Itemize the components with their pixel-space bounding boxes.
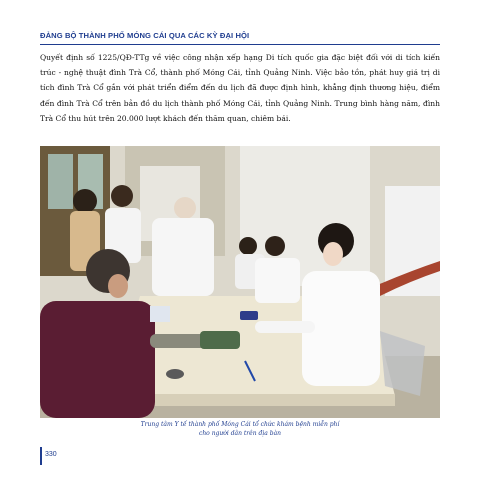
header-divider	[40, 44, 440, 45]
medical-checkup-photo	[40, 146, 440, 418]
running-header: ĐẢNG BỘ THÀNH PHỐ MÓNG CÁI QUA CÁC KỲ ĐẠI HỘI	[40, 31, 250, 40]
photo-caption	[40, 420, 440, 438]
caption-line-1: Trung tâm Y tế thành phố Móng Cái tổ chức khám bệnh miễn phí	[140, 421, 340, 428]
page-number: 330	[45, 451, 57, 458]
caption-line-2: cho người dân trên địa bàn	[198, 430, 282, 437]
body-paragraph: Quyết định số 1225/QĐ-TTg về việc công nhận xếp hạng Di tích quốc gia đặc biệt đối với di tích kiến trúc - nghệ thuật đình Trà Cổ, thành phố Móng Cái, tỉnh Quảng Ninh. Việc bảo tồn, phát huy giá trị di tích đình Trà Cổ gắn với phát triển điểm đến du lịch đã được định hình, khẳng định thương hiệu, điểm đến đình Trà Cổ trên bản đồ du lịch thành phố Móng Cái, tỉnh Quảng Ninh. Trung bình hàng năm, đình Trà Cổ thu hút trên 20.000 lượt khách đến thăm quan, chiêm bái.	[40, 53, 440, 123]
page-number-marker	[40, 447, 42, 465]
